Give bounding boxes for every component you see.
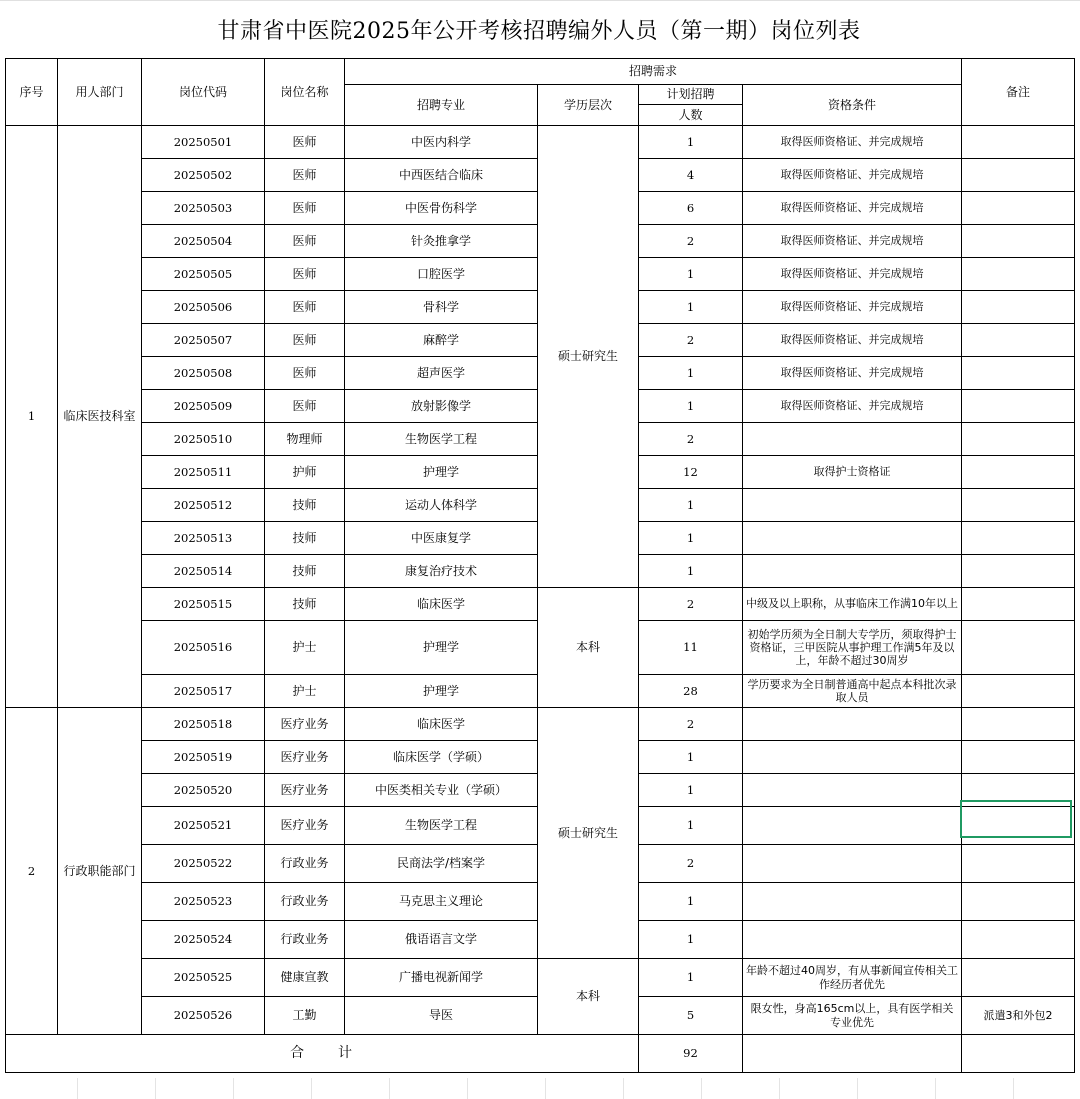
cell-code[interactable]: 20250501: [142, 126, 265, 159]
cell-post-name[interactable]: 医师: [265, 357, 345, 390]
cell-plan-count[interactable]: 1: [639, 489, 743, 522]
cell-condition[interactable]: [743, 423, 962, 456]
header-group[interactable]: 招聘需求: [345, 59, 962, 85]
cell-plan-count[interactable]: 1: [639, 390, 743, 423]
header-name[interactable]: 岗位名称: [265, 59, 345, 126]
cell-code[interactable]: 20250519: [142, 741, 265, 774]
cell-code[interactable]: 20250514: [142, 555, 265, 588]
cell-code[interactable]: 20250510: [142, 423, 265, 456]
cell-note[interactable]: [962, 921, 1075, 959]
cell-code[interactable]: 20250508: [142, 357, 265, 390]
cell-post-name[interactable]: 工勤: [265, 997, 345, 1035]
header-plan-line2: 人数: [678, 108, 703, 122]
cell-plan-count[interactable]: 2: [639, 588, 743, 621]
cell-condition[interactable]: [743, 522, 962, 555]
cell-post-name[interactable]: 医疗业务: [265, 774, 345, 807]
cell-plan-count[interactable]: 2: [639, 324, 743, 357]
header-plan[interactable]: [639, 85, 743, 126]
cell-edu-level[interactable]: 本科: [538, 588, 639, 708]
cell-code[interactable]: 20250522: [142, 845, 265, 883]
group-dept[interactable]: 临床医技科室: [58, 126, 142, 708]
group-seq[interactable]: 2: [6, 708, 58, 1035]
cell-plan-count[interactable]: 1: [639, 357, 743, 390]
cell-condition[interactable]: [743, 774, 962, 807]
cell-note[interactable]: [962, 423, 1075, 456]
cell-major[interactable]: 中医骨伤科学: [345, 192, 538, 225]
cell-note[interactable]: [962, 126, 1075, 159]
cell-note[interactable]: [962, 291, 1075, 324]
cell-post-name[interactable]: 技师: [265, 555, 345, 588]
cell-post-name[interactable]: 行政业务: [265, 883, 345, 921]
cell-note[interactable]: [962, 555, 1075, 588]
cell-plan-count[interactable]: 1: [639, 774, 743, 807]
cell-note[interactable]: [962, 489, 1075, 522]
header-seq[interactable]: 序号: [6, 59, 58, 126]
cell-note[interactable]: [962, 456, 1075, 489]
cell-plan-count[interactable]: 4: [639, 159, 743, 192]
cell-major[interactable]: 中医内科学: [345, 126, 538, 159]
cell-condition[interactable]: [743, 921, 962, 959]
cell-note[interactable]: [962, 845, 1075, 883]
page-title: 甘肃省中医院2025年公开考核招聘编外人员（第一期）岗位列表: [217, 19, 861, 44]
cell-post-name[interactable]: 护士: [265, 675, 345, 708]
cell-condition[interactable]: 年龄不超过40周岁，有从事新闻宣传相关工作经历者优先: [743, 959, 962, 997]
cell-code[interactable]: 20250518: [142, 708, 265, 741]
cell-code[interactable]: 20250524: [142, 921, 265, 959]
cell-note[interactable]: [962, 258, 1075, 291]
cell-plan-count[interactable]: 1: [639, 807, 743, 845]
cell-condition[interactable]: [743, 555, 962, 588]
cell-edu-level[interactable]: 硕士研究生: [538, 126, 639, 588]
cell-plan-count[interactable]: 1: [639, 555, 743, 588]
cell-code[interactable]: 20250517: [142, 675, 265, 708]
cell-code[interactable]: 20250513: [142, 522, 265, 555]
cell-major[interactable]: 康复治疗技术: [345, 555, 538, 588]
cell-major[interactable]: 放射影像学: [345, 390, 538, 423]
cell-condition[interactable]: 限女性，身高165cm以上，具有医学相关专业优先: [743, 997, 962, 1035]
header-dept[interactable]: 用人部门: [58, 59, 142, 126]
cell-condition[interactable]: [743, 708, 962, 741]
cell-plan-count[interactable]: 1: [639, 522, 743, 555]
cell-post-name[interactable]: 医疗业务: [265, 708, 345, 741]
cell-post-name[interactable]: 护士: [265, 621, 345, 675]
cell-code[interactable]: 20250515: [142, 588, 265, 621]
cell-code[interactable]: 20250520: [142, 774, 265, 807]
cell-note[interactable]: [962, 959, 1075, 997]
table-row: [6, 708, 1075, 741]
cell-code[interactable]: 20250511: [142, 456, 265, 489]
cell-plan-count[interactable]: 5: [639, 997, 743, 1035]
group-seq[interactable]: 1: [6, 126, 58, 708]
sheet-empty-rows: [0, 1078, 1080, 1099]
cell-code[interactable]: 20250516: [142, 621, 265, 675]
cell-plan-count[interactable]: 11: [639, 621, 743, 675]
cell-edu-level[interactable]: 本科: [538, 959, 639, 1035]
cell-post-name[interactable]: 医师: [265, 126, 345, 159]
cell-plan-count[interactable]: 1: [639, 883, 743, 921]
cell-major[interactable]: 临床医学: [345, 708, 538, 741]
table-row: [6, 588, 1075, 621]
cell-condition[interactable]: 中级及以上职称，从事临床工作满10年以上: [743, 588, 962, 621]
cell-code[interactable]: 20250509: [142, 390, 265, 423]
cell-condition[interactable]: 取得护士资格证: [743, 456, 962, 489]
cell-condition[interactable]: [743, 489, 962, 522]
selected-cell-cursor[interactable]: [960, 800, 1072, 838]
cell-note[interactable]: [962, 621, 1075, 675]
header-code[interactable]: 岗位代码: [142, 59, 265, 126]
cell-code[interactable]: 20250503: [142, 192, 265, 225]
group-dept[interactable]: 行政职能部门: [58, 708, 142, 1035]
cell-post-name[interactable]: 医师: [265, 258, 345, 291]
cell-post-name[interactable]: 医师: [265, 291, 345, 324]
cell-note[interactable]: [962, 225, 1075, 258]
cell-post-name[interactable]: 医疗业务: [265, 807, 345, 845]
cell-edu-level[interactable]: 硕士研究生: [538, 708, 639, 959]
cell-code[interactable]: 20250504: [142, 225, 265, 258]
cell-major[interactable]: 麻醉学: [345, 324, 538, 357]
cell-condition[interactable]: [743, 741, 962, 774]
cell-plan-count[interactable]: 2: [639, 225, 743, 258]
cell-post-name[interactable]: 行政业务: [265, 845, 345, 883]
cell-condition[interactable]: 取得医师资格证、并完成规培: [743, 390, 962, 423]
cell-major[interactable]: 运动人体科学: [345, 489, 538, 522]
cell-plan-count[interactable]: 1: [639, 921, 743, 959]
cell-note[interactable]: [962, 883, 1075, 921]
cell-note[interactable]: [962, 708, 1075, 741]
cell-major[interactable]: 导医: [345, 997, 538, 1035]
cell-post-name[interactable]: 技师: [265, 588, 345, 621]
cell-condition[interactable]: 取得医师资格证、并完成规培: [743, 324, 962, 357]
cell-major[interactable]: 生物医学工程: [345, 423, 538, 456]
cell-major[interactable]: 骨科学: [345, 291, 538, 324]
total-label[interactable]: 合计: [6, 1035, 639, 1073]
cell-major[interactable]: 针灸推拿学: [345, 225, 538, 258]
cell-note[interactable]: [962, 192, 1075, 225]
header-note[interactable]: 备注: [962, 59, 1075, 126]
cell-note[interactable]: [962, 159, 1075, 192]
cell-code[interactable]: 20250507: [142, 324, 265, 357]
cell-condition[interactable]: 取得医师资格证、并完成规培: [743, 192, 962, 225]
cell-post-name[interactable]: 医师: [265, 390, 345, 423]
cell-post-name[interactable]: 医师: [265, 192, 345, 225]
cell-condition[interactable]: 取得医师资格证、并完成规培: [743, 225, 962, 258]
cell-plan-count[interactable]: 1: [639, 258, 743, 291]
cell-note[interactable]: [962, 675, 1075, 708]
cell-major[interactable]: 民商法学/档案学: [345, 845, 538, 883]
header-edu[interactable]: 学历层次: [538, 85, 639, 126]
cell-note[interactable]: [962, 390, 1075, 423]
total-count[interactable]: 92: [639, 1035, 743, 1073]
cell-post-name[interactable]: 护师: [265, 456, 345, 489]
cell-post-name[interactable]: 技师: [265, 489, 345, 522]
recruitment-table: [5, 58, 1075, 1073]
table-row: [6, 959, 1075, 997]
cell-major[interactable]: 广播电视新闻学: [345, 959, 538, 997]
cell-condition[interactable]: 取得医师资格证、并完成规培: [743, 357, 962, 390]
cell-post-name[interactable]: 物理师: [265, 423, 345, 456]
cell-condition[interactable]: [743, 807, 962, 845]
cell-plan-count[interactable]: 1: [639, 291, 743, 324]
cell-plan-count[interactable]: 28: [639, 675, 743, 708]
cell-major[interactable]: 临床医学: [345, 588, 538, 621]
cell-post-name[interactable]: 健康宣教: [265, 959, 345, 997]
total-cond-empty[interactable]: [743, 1035, 962, 1073]
cell-major[interactable]: 口腔医学: [345, 258, 538, 291]
cell-code[interactable]: 20250526: [142, 997, 265, 1035]
cell-major[interactable]: 护理学: [345, 675, 538, 708]
header-plan-line1: 计划招聘: [639, 85, 742, 105]
cell-post-name[interactable]: 医师: [265, 225, 345, 258]
cell-plan-count[interactable]: 1: [639, 959, 743, 997]
table-row: [6, 126, 1075, 159]
sheet-gridline: [0, 0, 1080, 1]
cell-note[interactable]: [962, 741, 1075, 774]
cell-note[interactable]: [962, 357, 1075, 390]
cell-major[interactable]: 生物医学工程: [345, 807, 538, 845]
cell-major[interactable]: 超声医学: [345, 357, 538, 390]
cell-condition[interactable]: [743, 883, 962, 921]
cell-post-name[interactable]: 技师: [265, 522, 345, 555]
cell-plan-count[interactable]: 2: [639, 845, 743, 883]
cell-condition[interactable]: [743, 845, 962, 883]
cell-condition[interactable]: 取得医师资格证、并完成规培: [743, 159, 962, 192]
cell-major[interactable]: 临床医学（学硕）: [345, 741, 538, 774]
cell-major[interactable]: 中西医结合临床: [345, 159, 538, 192]
cell-code[interactable]: 20250502: [142, 159, 265, 192]
cell-major[interactable]: 中医康复学: [345, 522, 538, 555]
cell-code[interactable]: 20250512: [142, 489, 265, 522]
cell-code[interactable]: 20250523: [142, 883, 265, 921]
cell-code[interactable]: 20250525: [142, 959, 265, 997]
cell-post-name[interactable]: 行政业务: [265, 921, 345, 959]
cell-post-name[interactable]: 医疗业务: [265, 741, 345, 774]
cell-plan-count[interactable]: 1: [639, 741, 743, 774]
cell-post-name[interactable]: 医师: [265, 159, 345, 192]
cell-note[interactable]: 派遣3和外包2: [962, 997, 1075, 1035]
cell-note[interactable]: [962, 324, 1075, 357]
total-note-empty[interactable]: [962, 1035, 1075, 1073]
cell-code[interactable]: 20250506: [142, 291, 265, 324]
header-cond[interactable]: 资格条件: [743, 85, 962, 126]
cell-major[interactable]: 护理学: [345, 456, 538, 489]
cell-plan-count[interactable]: 6: [639, 192, 743, 225]
cell-post-name[interactable]: 医师: [265, 324, 345, 357]
cell-code[interactable]: 20250521: [142, 807, 265, 845]
cell-plan-count[interactable]: 12: [639, 456, 743, 489]
cell-condition[interactable]: 初始学历须为全日制大专学历，须取得护士资格证，三甲医院从事护理工作满5年及以上，年龄不超过30周岁: [743, 621, 962, 675]
cell-condition[interactable]: 取得医师资格证、并完成规培: [743, 258, 962, 291]
cell-major[interactable]: 中医类相关专业（学硕）: [345, 774, 538, 807]
cell-note[interactable]: [962, 522, 1075, 555]
cell-note[interactable]: [962, 588, 1075, 621]
cell-major[interactable]: 护理学: [345, 621, 538, 675]
cell-major[interactable]: 马克思主义理论: [345, 883, 538, 921]
header-major[interactable]: 招聘专业: [345, 85, 538, 126]
cell-condition[interactable]: 取得医师资格证、并完成规培: [743, 291, 962, 324]
cell-condition[interactable]: 取得医师资格证、并完成规培: [743, 126, 962, 159]
cell-plan-count[interactable]: 2: [639, 708, 743, 741]
cell-major[interactable]: 俄语语言文学: [345, 921, 538, 959]
cell-condition[interactable]: 学历要求为全日制普通高中起点本科批次录取人员: [743, 675, 962, 708]
cell-code[interactable]: 20250505: [142, 258, 265, 291]
cell-plan-count[interactable]: 1: [639, 126, 743, 159]
cell-plan-count[interactable]: 2: [639, 423, 743, 456]
